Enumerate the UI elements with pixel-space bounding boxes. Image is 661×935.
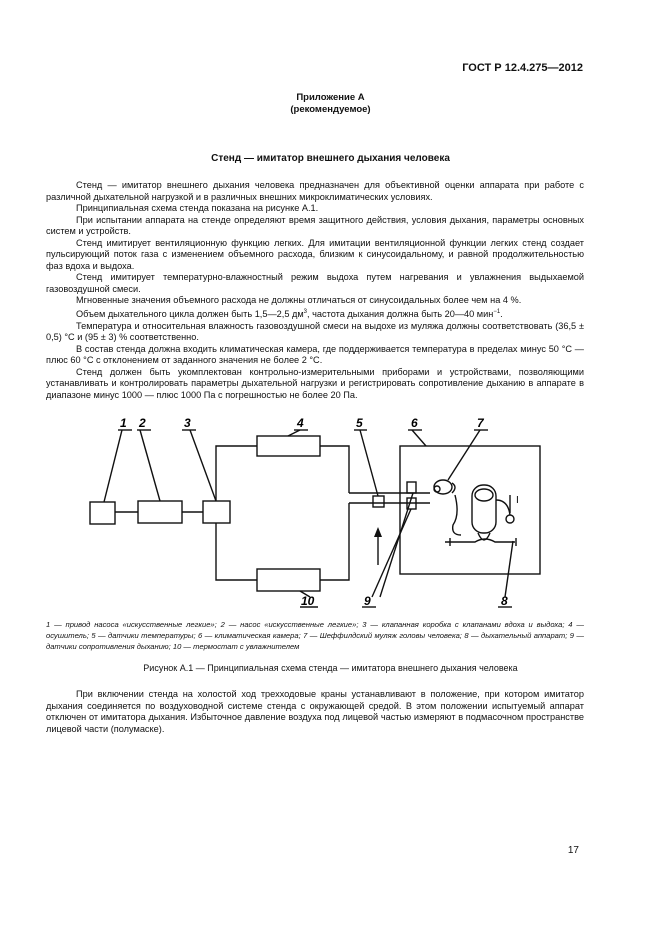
paragraph: Стенд должен быть укомплектован контрольно-измерительными приборами и устройствами, позволяющими устанавливать и контролировать параметры дыхательной нагрузки и регистрировать сопротивление дыханию в аппарате в диапазоне минус 1000 — плюс 1000 Па с погрешностью не более 20 Па. [46, 366, 584, 400]
figure-legend: 1 — привод насоса «искусственные легкие»; 2 — насос «искусственные легкие»; 3 — клапанная коробка с клапанами вдоха и выдоха; 4 — осушитель; 5 — датчики температуры; 6 — климатическая камера; 7 — Шеффилдский муляж головы человека; 8 — дыхательный аппарат; 9 — датчики сопротивления дыханию; 10 — термостат с увлажнителем [46, 620, 584, 652]
thermostat-box [257, 569, 320, 591]
paragraph: При включении стенда на холостой ход трехходовые краны устанавливают в положение, при котором имитатор дыхания соединяется по воздуховодной системе стенда с окружающей средой. В этом положении испытуемый аппарат отключен от имитатора дыхания. Избыточное давление воздуха под лицевой частью измеряют в подмасочном пространстве лицевой части (полумаске). [46, 689, 584, 734]
paragraph: При испытании аппарата на стенде определяют время защитного действия, условия дыхания, параметры основных систем и устройств. [46, 214, 584, 237]
pump-box [138, 501, 182, 523]
pump-drive-box [90, 502, 115, 524]
figure-title: Рисунок А.1 — Принципиальная схема стенда — имитатора внешнего дыхания человека [143, 663, 518, 673]
label-1: 1 [120, 416, 127, 430]
paragraph: В состав стенда должна входить климатическая камера, где поддерживается температура в пределах минус 50 °С — плюс 60 °С с отклонением от заданного значения не более 2 °С. [46, 343, 584, 366]
dryer-box [257, 436, 320, 456]
paragraph: Стенд имитирует вентиляционную функцию легких. Для имитации вентиляционной функции легких стенд создает пульсирующий поток газа с изменением объемного расхода, близким к синусоидальному, и равной продолжительностью фаз вдоха и выдоха. [46, 237, 584, 271]
paragraph: Температура и относительная влажность газовоздушной смеси на выдохе из муляжа должны соответствовать (36,5 ± 0,5) °С и (95 ± 3) % соответственно. [46, 320, 584, 343]
side-mark: I [516, 495, 519, 506]
paragraph: Стенд имитирует температурно-влажностный режим выдоха путем нагревания и увлажнения выдыхаемой газовоздушной смеси. [46, 272, 584, 294]
appendix-subtitle: (рекомендуемое) [290, 104, 371, 115]
flow-arrow-icon [374, 527, 382, 565]
valve-box [203, 501, 230, 523]
label-7: 7 [477, 416, 484, 430]
appendix-title: Приложение А [296, 92, 365, 103]
temperature-sensor [373, 496, 384, 507]
stand-schematic-diagram [0, 405, 661, 615]
resistance-sensor [407, 482, 416, 493]
label-5: 5 [356, 416, 363, 430]
standard-number: ГОСТ Р 12.4.275—2012 [462, 62, 583, 74]
paragraph: Принципиальная схема стенда показана на рисунке А.1. [76, 203, 319, 214]
paragraph: Стенд — имитатор внешнего дыхания человека предназначен для объективной оценки аппарата при работе с различной дыхательной нагрузкой и в различных внешних микроклиматических условиях. [46, 180, 584, 202]
body-text [46, 180, 584, 401]
body-text-after [46, 689, 584, 735]
climate-chamber [400, 446, 540, 574]
section-title: Стенд — имитатор внешнего дыхания человека [211, 153, 450, 164]
label-4: 4 [297, 416, 304, 430]
label-6: 6 [411, 416, 418, 430]
page-number: 17 [567, 845, 579, 856]
label-9: 9 [364, 594, 371, 608]
label-2: 2 [139, 416, 146, 430]
paragraph-cycle: Объем дыхательного цикла должен быть 1,5—2,5 $дм^3$, частота дыхания должна быть 20—40 мин$^{-1}$. [76, 309, 503, 320]
label-3: 3 [184, 416, 191, 430]
label-8: 8 [501, 594, 508, 608]
paragraph: Мгновенные значения объемного расхода не должны отличаться от синусоидальных более чем на 4 %. [76, 295, 522, 306]
label-10: 10 [301, 594, 315, 608]
